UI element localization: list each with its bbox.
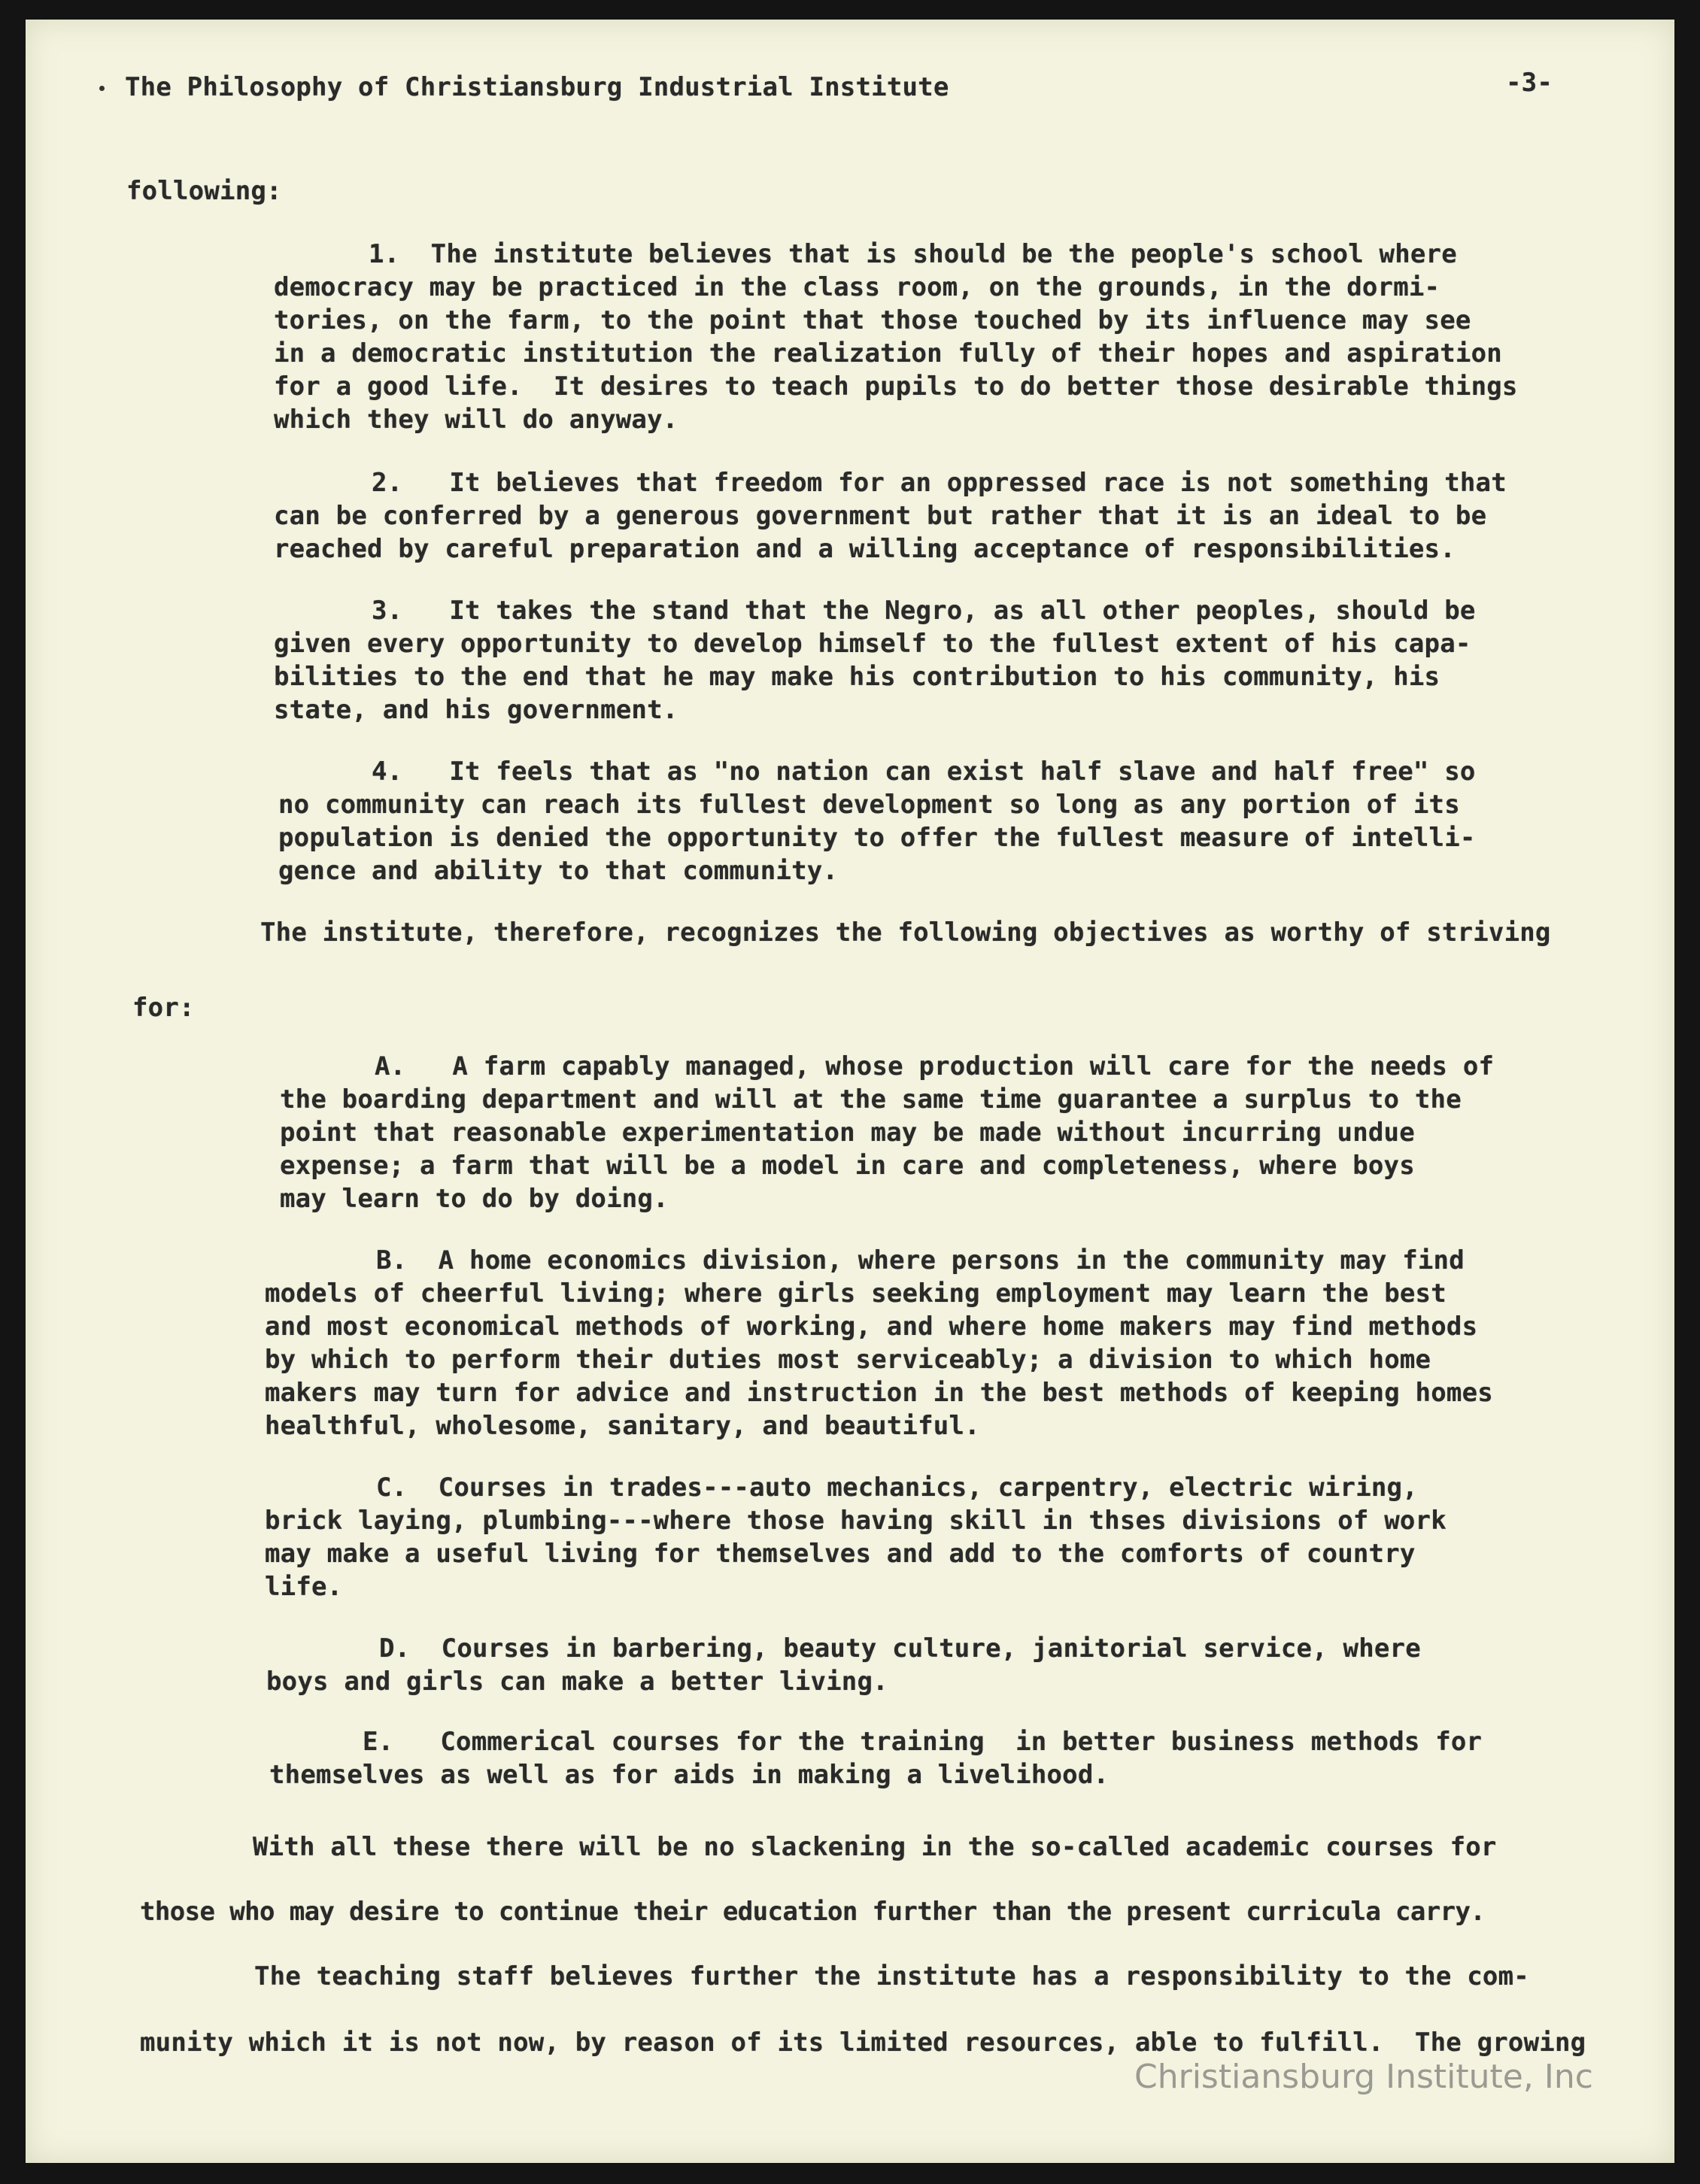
text-line: in a democratic institution the realization fully of their hopes and aspiration bbox=[274, 338, 1502, 369]
text-line: can be conferred by a generous government but rather that it is an ideal to be bbox=[274, 501, 1487, 531]
text-line: themselves as well as for aids in making a livelihood. bbox=[269, 1760, 1110, 1790]
text-line: 1. The institute believes that is should be the people's school where bbox=[369, 239, 1457, 269]
text-line: no community can reach its fullest development so long as any portion of its bbox=[278, 790, 1460, 820]
text-line: and most economical methods of working, and where home makers may find methods bbox=[265, 1312, 1478, 1342]
text-line: 4. It feels that as "no nation can exist half slave and half free" so bbox=[372, 757, 1476, 787]
text-line: may learn to do by doing. bbox=[280, 1184, 669, 1214]
text-line: E. Commerical courses for the training in better business methods for bbox=[363, 1727, 1483, 1757]
text-line: 3. It takes the stand that the Negro, as all other peoples, should be bbox=[372, 596, 1476, 626]
text-line: population is denied the opportunity to offer the fullest measure of intelli- bbox=[278, 823, 1476, 853]
text-line: munity which it is not now, by reason of its limited resources, able to fulfill. The growing bbox=[140, 2028, 1586, 2058]
watermark: Christiansburg Institute, Inc bbox=[1134, 2058, 1593, 2096]
margin-dot bbox=[99, 86, 105, 91]
document-title: The Philosophy of Christiansburg Industrial Institute bbox=[125, 72, 949, 102]
text-line: B. A home economics division, where persons in the community may find bbox=[376, 1245, 1465, 1276]
text-line: the boarding department and will at the same time guarantee a surplus to the bbox=[280, 1084, 1462, 1115]
text-line: for a good life. It desires to teach pupils to do better those desirable things bbox=[274, 372, 1518, 402]
text-line: given every opportunity to develop himself to the fullest extent of his capa- bbox=[274, 629, 1471, 659]
intro-fragment: following: bbox=[126, 176, 282, 206]
text-line: by which to perform their duties most serviceably; a division to which home bbox=[265, 1345, 1431, 1375]
text-line: life. bbox=[265, 1572, 343, 1602]
text-line: With all these there will be no slackening in the so-called academic courses for bbox=[253, 1832, 1497, 1862]
text-line: may make a useful living for themselves and add to the comforts of country bbox=[265, 1539, 1416, 1569]
text-line: D. Courses in barbering, beauty culture, janitorial service, where bbox=[379, 1633, 1421, 1664]
text-line: C. Courses in trades---auto mechanics, carpentry, electric wiring, bbox=[376, 1473, 1418, 1503]
text-line: point that reasonable experimentation may be made without incurring undue bbox=[280, 1118, 1415, 1148]
objectives-intro-continuation: for: bbox=[132, 993, 195, 1023]
objectives-intro: The institute, therefore, recognizes the following objectives as worthy of striving bbox=[260, 918, 1551, 948]
text-line: state, and his government. bbox=[274, 695, 678, 725]
text-line: models of cheerful living; where girls seeking employment may learn the best bbox=[265, 1279, 1447, 1309]
text-line: tories, on the farm, to the point that those touched by its influence may see bbox=[274, 305, 1471, 335]
text-line: those who may desire to continue their education further than the present curricula carry. bbox=[140, 1897, 1486, 1927]
text-line: A. A farm capably managed, whose production will care for the needs of bbox=[375, 1051, 1495, 1081]
text-line: brick laying, plumbing---where those having skill in thses divisions of work bbox=[265, 1506, 1447, 1536]
text-line: reached by careful preparation and a willing acceptance of responsibilities. bbox=[274, 534, 1456, 564]
text-line: healthful, wholesome, sanitary, and beautiful. bbox=[265, 1411, 980, 1441]
text-line: which they will do anyway. bbox=[274, 405, 678, 435]
text-line: boys and girls can make a better living. bbox=[266, 1667, 888, 1697]
text-line: gence and ability to that community. bbox=[278, 856, 839, 886]
page-number: -3- bbox=[1506, 68, 1553, 98]
text-line: 2. It believes that freedom for an oppressed race is not something that bbox=[372, 468, 1507, 498]
text-line: The teaching staff believes further the institute has a responsibility to the com- bbox=[254, 1961, 1529, 1991]
text-line: makers may turn for advice and instruction in the best methods of keeping homes bbox=[265, 1378, 1493, 1408]
text-line: bilities to the end that he may make his contribution to his community, his bbox=[274, 662, 1440, 692]
text-line: expense; a farm that will be a model in care and completeness, where boys bbox=[280, 1151, 1415, 1181]
text-line: democracy may be practiced in the class room, on the grounds, in the dormi- bbox=[274, 272, 1440, 302]
